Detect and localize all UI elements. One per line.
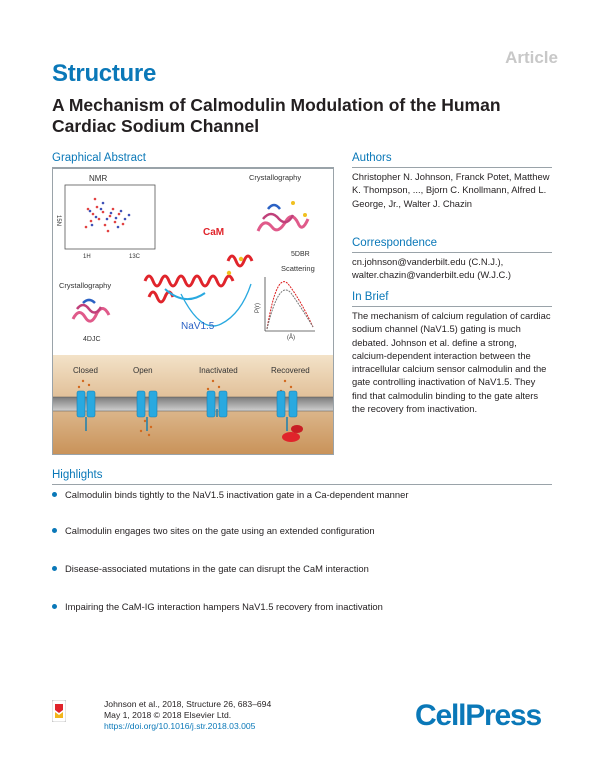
pdb-4djc-label: 4DJC [83, 336, 101, 343]
pr-axis-label: P(r) [255, 303, 261, 313]
h1-axis-label: 1H [83, 254, 91, 260]
highlight-item: Impairing the CaM-IG interaction hampers NaV1.5 recovery from inactivation [52, 600, 492, 614]
section-divider [352, 306, 552, 307]
nmr-label: NMR [89, 174, 108, 183]
article-type-label: Article [505, 48, 558, 67]
crystallography-top-label: Crystallography [249, 173, 302, 182]
graphical-abstract-heading: Graphical Abstract [52, 152, 146, 164]
highlight-item: Disease-associated mutations in the gate can disrupt the CaM interaction [52, 562, 492, 576]
doi-link[interactable]: https://doi.org/10.1016/j.str.2018.03.005 [104, 721, 256, 732]
citation-block [104, 699, 271, 733]
c13-axis-label: 13C [129, 254, 141, 260]
highlight-item: Calmodulin engages two sites on the gate using an extended configuration [52, 524, 492, 538]
in-brief-heading: In Brief [352, 291, 389, 303]
nav-label: NaV1.5 [181, 321, 215, 332]
state-recovered-label: Recovered [271, 366, 310, 375]
scattering-plot [265, 277, 315, 331]
calmodulin-structure [145, 256, 252, 302]
cellpress-logo[interactable]: CellPress [415, 699, 541, 732]
state-inactivated-label: Inactivated [199, 366, 238, 375]
cam-label: CaM [203, 227, 225, 238]
graphical-abstract-illustration [53, 169, 333, 454]
state-closed-label: Closed [73, 366, 98, 375]
journal-name[interactable]: Structure [52, 60, 156, 87]
highlight-item: Calmodulin binds tightly to the NaV1.5 inactivation gate in a Ca-dependent manner [52, 488, 492, 502]
bullet-icon [52, 492, 57, 497]
email-link[interactable]: walter.chazin@vanderbilt.edu (W.J.C.) [352, 269, 512, 281]
citation-date: May 1, 2018 © 2018 Elsevier Ltd. [104, 710, 232, 721]
correspondence-emails [352, 255, 552, 282]
correspondence-heading: Correspondence [352, 237, 438, 249]
pdb-5dbr-label: 5DBR [291, 251, 310, 258]
graphical-abstract-figure [52, 168, 334, 455]
scattering-label: Scattering [281, 264, 315, 273]
citation-line: Johnson et al., 2018, Structure 26, 683–694 [104, 699, 272, 709]
n15-axis-label: 15N [55, 215, 61, 227]
nmr-spectrum-panel [55, 174, 155, 260]
section-divider [352, 167, 552, 168]
channel-states-scene [53, 355, 333, 454]
protein-structure-4djc [73, 300, 109, 321]
bullet-icon [52, 566, 57, 571]
r-axis-label: (Å) [287, 335, 295, 341]
email-link[interactable]: cn.johnson@vanderbilt.edu (C.N.J.), [352, 256, 504, 267]
bullet-icon [52, 604, 57, 609]
authors-list: Christopher N. Johnson, Franck Potet, Matthew K. Thompson, ..., Bjorn C. Knollmann, Alfred L. George, Jr., Walter J. Chazin [352, 171, 550, 209]
authors-heading: Authors [352, 152, 392, 164]
highlights-heading: Highlights [52, 469, 103, 481]
section-divider [52, 484, 552, 485]
protein-structure-5dbr [258, 201, 308, 231]
nav-gate-linker [181, 284, 251, 326]
section-divider [352, 252, 552, 253]
crystallography-left-label: Crystallography [59, 281, 112, 290]
crossmark-icon[interactable] [52, 700, 66, 722]
bullet-icon [52, 528, 57, 533]
state-open-label: Open [133, 366, 153, 375]
in-brief-text: The mechanism of calcium regulation of cardiac sodium channel (NaV1.5) gating is much debated. Johnson et al. define a strong, calcium-dependent interaction between the intracellular calcium sensor calmodulin and the gate controlling inactivation of NaV1.5. They find that calmodulin binding to the gate alters the recovery from inactivation. [352, 310, 551, 415]
article-title: A Mechanism of Calmodulin Modulation of the Human Cardiac Sodium Channel [52, 95, 501, 136]
